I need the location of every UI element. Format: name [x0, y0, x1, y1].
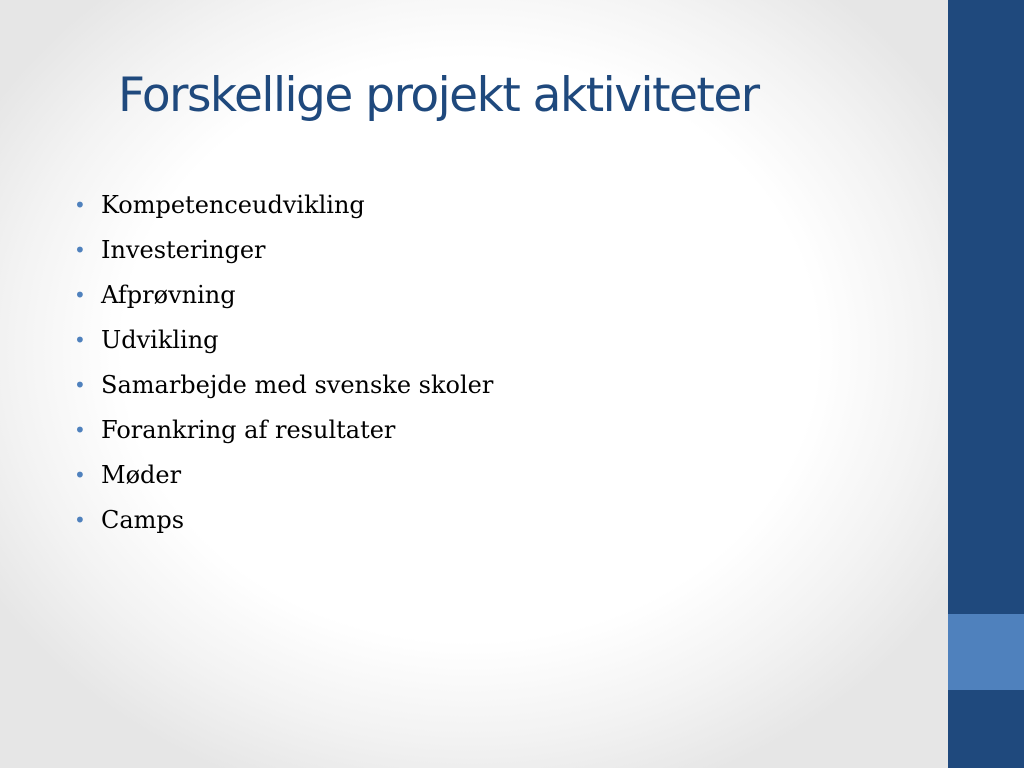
bullet-item-forankring	[74, 408, 493, 453]
bullet-icon: •	[74, 418, 86, 442]
bullet-text: Møder	[101, 461, 182, 489]
bullet-item-udvikling	[74, 318, 493, 363]
bullet-text: Kompetenceudvikling	[101, 191, 365, 219]
bullet-item-camps	[74, 498, 493, 543]
bullet-item-kompetenceudvikling	[74, 183, 493, 228]
bullet-text: Investeringer	[101, 236, 266, 264]
bullet-icon: •	[74, 373, 86, 397]
bullet-text: Forankring af resultater	[101, 416, 396, 444]
bullet-text: Camps	[101, 506, 185, 534]
bullet-item-samarbejde	[74, 363, 493, 408]
bullet-icon: •	[74, 238, 86, 262]
side-bar-accent-decoration	[948, 614, 1024, 690]
slide-title: Forskellige projekt aktiviteter	[118, 68, 759, 123]
bullet-text: Afprøvning	[101, 281, 236, 309]
bullet-text: Udvikling	[101, 326, 219, 354]
bullet-item-afproevning	[74, 273, 493, 318]
bullet-text: Samarbejde med svenske skoler	[101, 371, 494, 399]
bullet-icon: •	[74, 283, 86, 307]
bullet-icon: •	[74, 463, 86, 487]
bullet-item-investeringer	[74, 228, 493, 273]
bullet-icon: •	[74, 508, 86, 532]
bullet-icon: •	[74, 193, 86, 217]
bullet-icon: •	[74, 328, 86, 352]
bullet-list	[74, 183, 493, 543]
bullet-item-moeder	[74, 453, 493, 498]
